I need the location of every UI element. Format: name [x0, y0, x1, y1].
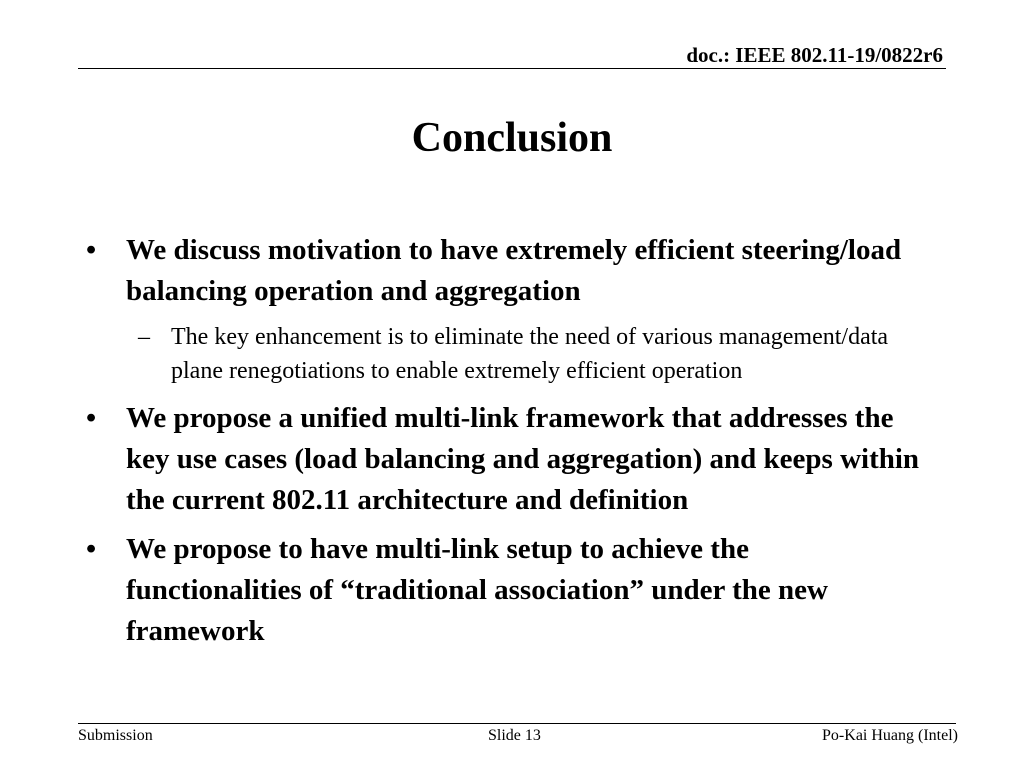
- header-divider: [78, 68, 946, 69]
- bullet-marker: •: [86, 234, 97, 266]
- bullet-marker: •: [86, 533, 97, 565]
- footer-author: Po-Kai Huang (Intel): [822, 727, 958, 744]
- bullet-item: [80, 230, 920, 312]
- slide-title: Conclusion: [411, 115, 613, 161]
- footer-slide-number: Slide 13: [488, 727, 541, 744]
- slide-body: [80, 230, 920, 660]
- bullet-text: We discuss motivation to have extremely efficient steering/load balancing operation and aggregation: [126, 234, 902, 307]
- footer-divider: [78, 723, 956, 724]
- sub-bullet-text: The key enhancement is to eliminate the need of various management/data plane renegotiations to enable extremely efficient operation: [171, 324, 889, 384]
- sub-bullet-marker: –: [138, 324, 150, 350]
- bullet-item: [80, 529, 920, 652]
- bullet-marker: •: [86, 402, 97, 434]
- bullet-item: [80, 398, 920, 521]
- footer-submission: Submission: [78, 727, 153, 744]
- document-id: doc.: IEEE 802.11-19/0822r6: [686, 43, 943, 67]
- bullet-text: We propose a unified multi-link framework that addresses the key use cases (load balancing and aggregation) and keeps within the current 802.11 architecture and definition: [126, 402, 920, 516]
- sub-bullet-item: [126, 320, 920, 388]
- bullet-text: We propose to have multi-link setup to achieve the functionalities of “traditional association” under the new framework: [126, 533, 828, 647]
